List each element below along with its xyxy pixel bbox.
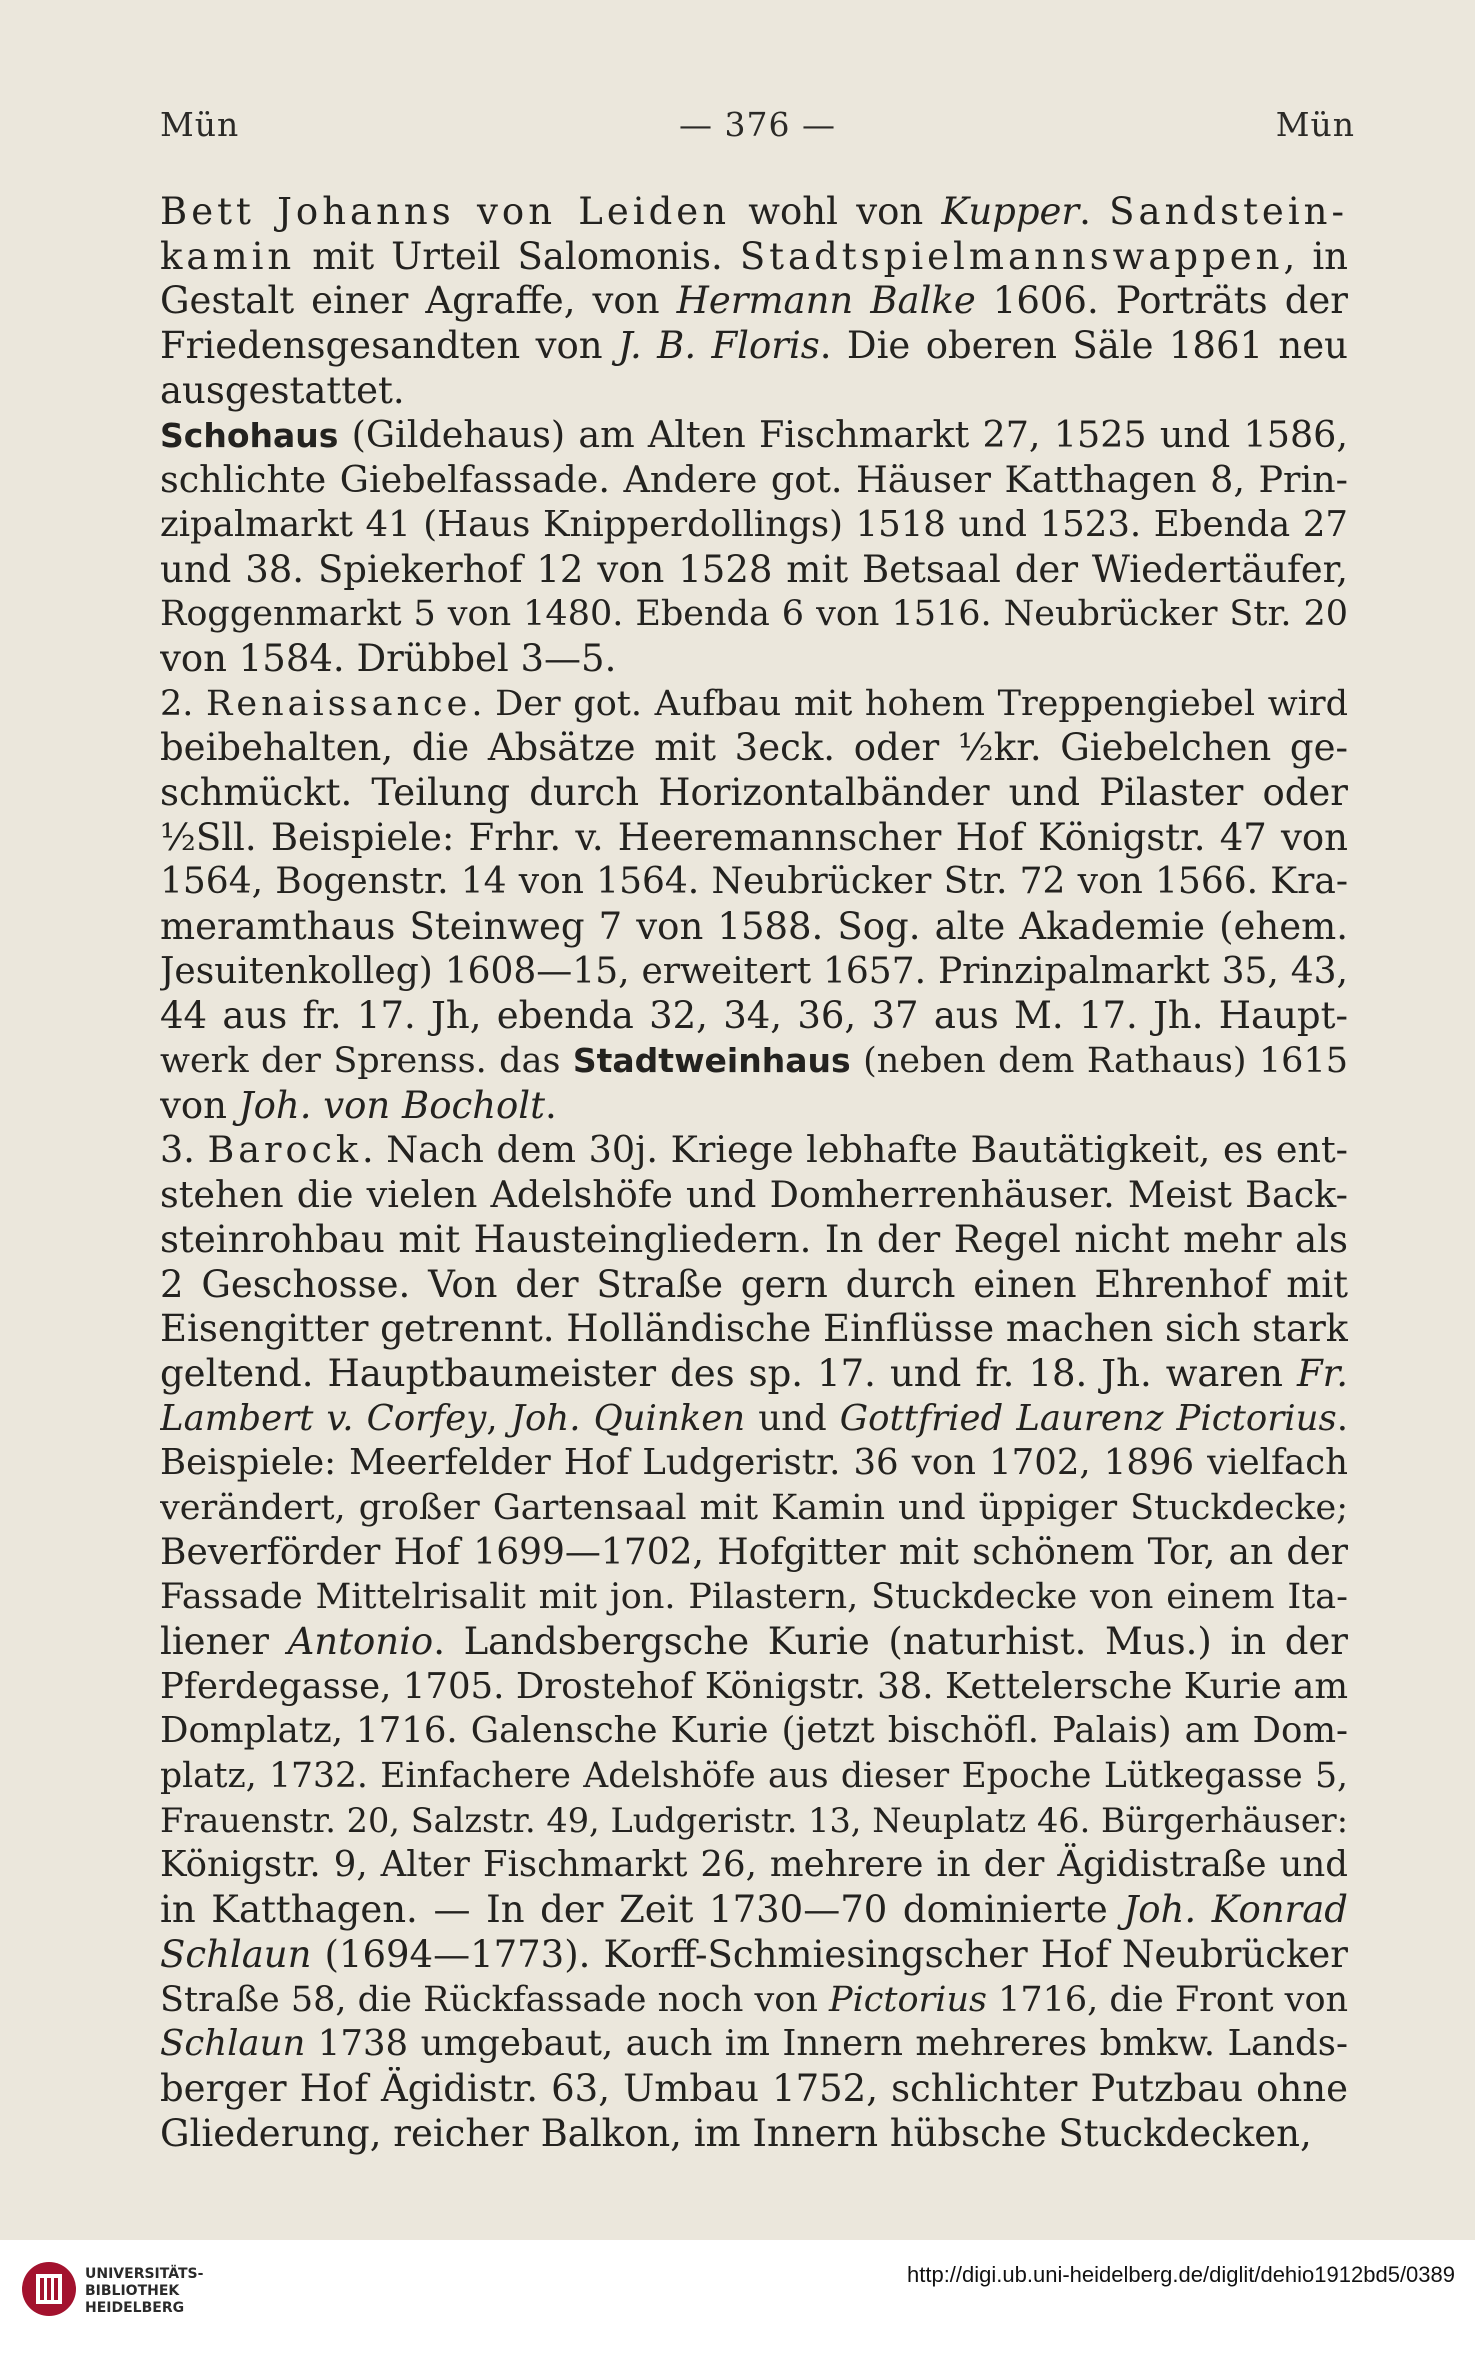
text-line [160,1799,1348,1844]
text-line [160,592,1348,637]
text-span: Lambert v. Corfey [160,1397,487,1439]
footer-bar [0,2240,1475,2353]
text-line [160,1888,1348,1933]
text-line [160,726,1348,771]
text-span: 44 aus fr. 17. Jh, ebenda 32, 34, 36, 37 aus M. 17. Jh. Haupt- [160,994,1348,1038]
text-span: von [160,1083,239,1127]
text-span: Gliederung, reicher Balkon, im Innern hübsche Stuckdecken, [160,2111,1312,2155]
text-line [160,1665,1348,1710]
text-span: Beispiele: Meerfelder Hof Ludgeristr. 36 von 1702, 1896 vielfach [160,1442,1348,1484]
text-span: ausgestattet. [160,368,405,412]
university-library-logo-icon [20,2260,78,2318]
text-span: kamin [160,234,296,278]
text-span: Schlaun [160,2023,306,2065]
text-line [160,771,1348,816]
text-span: Jesuitenkolleg) 1608—15, erweitert 1657. Prinzipalmarkt 35, 43, [160,950,1348,992]
text-span: Königstr. 9, Alter Fischmarkt 26, mehrere in der Ägidistraße und [160,1844,1348,1886]
text-span: wohl von [730,190,942,233]
text-span: Schohaus [160,416,339,456]
text-line [160,1531,1348,1576]
text-span: Joh. Quinken [510,1397,746,1439]
text-span: stehen die vielen Adelshöfe und Domherrenhäuser. Meist Back- [160,1173,1348,1217]
text-span: (Gildehaus) am Alten Fischmarkt 27, 1525 und 1586, [338,413,1348,457]
text-span: von 1584. Drübbel 3—5. [160,636,617,680]
text-span: Renaissance [206,683,472,724]
text-span: zipalmarkt 41 (Haus Knipperdollings) 1518 und 1523. Ebenda 27 [160,503,1348,545]
text-span: ½Sll. Beispiele: Frhr. v. Heeremannscher Hof Königstr. 47 von [160,815,1348,859]
text-span: in Katthagen. — In der Zeit 1730—70 dominierte [160,1888,1124,1932]
text-line [160,1128,1348,1173]
text-line [160,1397,1348,1442]
text-line [160,324,1348,369]
text-span: 1564, Bogenstr. 14 von 1564. Neubrücker Str. 72 von 1566. Kra- [160,861,1348,903]
text-span: beibehalten, die Absätze mit 3eck. oder ½kr. Giebelchen ge- [160,726,1348,770]
text-span: liener [160,1620,288,1663]
text-span: Bett Johanns von Leiden [160,190,731,233]
text-line [160,190,1348,235]
text-line [160,413,1348,458]
library-name-line: UNIVERSITÄTS- [85,2266,204,2282]
text-span: werk der Sprenss. das [160,1041,573,1082]
text-span: steinrohbau mit Hausteingliedern. In der Regel nicht mehr als [160,1217,1348,1261]
text-line [160,1486,1348,1531]
text-line [160,458,1348,503]
text-span: Stadtweinhaus [572,1041,851,1081]
text-span: Gottfried Laurenz Pictorius [839,1397,1337,1439]
text-span: Schlaun [160,1932,312,1976]
text-line [160,1352,1348,1397]
text-span: Pictorius [829,1979,987,2020]
text-span: , in [1283,234,1348,278]
text-line [160,548,1348,593]
text-span: und [745,1397,840,1439]
text-line [160,994,1348,1039]
text-span: Stadtspielmannswappen [739,234,1284,278]
text-span: schlichte Giebelfassade. Andere got. Häuser Katthagen 8, Prin- [160,458,1348,502]
text-span: Sandstein- [1109,190,1348,233]
text-span: verändert, großer Gartensaal mit Kamin und üppiger Stuckdecke; [160,1487,1348,1528]
text-line [160,682,1348,727]
text-line [160,279,1348,324]
text-span: Fassade Mittelrisalit mit jon. Pilastern, Stuckdecke von einem Ita- [160,1577,1348,1618]
text-line [160,905,1348,950]
text-span: meramthaus Steinweg 7 von 1588. Sog. alte Akademie (ehem. [160,905,1348,948]
text-span: Antonio [287,1620,434,1663]
library-name-line: HEIDELBERG [85,2300,185,2316]
library-name [85,2266,203,2317]
text-span: J. B. Floris [618,324,820,368]
text-line [160,1218,1348,1263]
running-header [160,105,1355,155]
text-span: . Die oberen Säle 1861 neu [819,324,1348,368]
text-span: 1606. Porträts der [975,279,1348,323]
text-line [160,1620,1348,1665]
text-line [160,503,1348,548]
text-line [160,1039,1348,1084]
text-line [160,2067,1348,2112]
text-span: Gestalt einer Agraffe, von [160,279,677,323]
text-line [160,950,1348,995]
body-text [160,190,1348,2156]
text-span: Barock [207,1128,363,1172]
text-span: . Landsbergsche Kurie (naturhist. Mus.) in der [433,1620,1348,1663]
text-span: Roggenmarkt 5 von 1480. Ebenda 6 von 1516. Neubrücker Str. 20 [160,594,1348,635]
text-span: Fr. [1296,1351,1348,1395]
source-url-link[interactable]: http://digi.ub.uni-heidelberg.de/diglit/dehio1912bd5/0389 [907,2262,1455,2287]
text-span: . [1336,1397,1348,1439]
library-name-line: BIBLIOTHEK [85,2283,180,2299]
text-span: Eisengitter getrennt. Holländische Einflüsse machen sich stark [160,1307,1348,1351]
text-line [160,1709,1348,1754]
text-span: . [545,1083,557,1127]
text-span: 2 Geschosse. Von der Straße gern durch einen Ehrenhof mit [160,1262,1348,1306]
text-span: 1738 umgebaut, auch im Innern mehreres bmkw. Lands- [305,2023,1348,2065]
text-span: 2. [160,683,207,724]
header-left: Mün [160,105,240,144]
text-span: Beverförder Hof 1699—1702, Hofgitter mit schönem Tor, an der [160,1531,1348,1573]
text-line [160,637,1348,682]
text-line [160,2112,1348,2157]
text-span: (neben dem Rathaus) 1615 [850,1041,1348,1082]
text-line [160,860,1348,905]
text-line [160,1933,1348,1978]
text-span: 3. [160,1128,208,1172]
text-span: (1694—1773). Korff-Schmiesingscher Hof Neubrücker [311,1932,1348,1976]
text-line [160,1441,1348,1486]
text-line [160,1263,1348,1308]
text-span: . [1079,190,1110,233]
text-span: Pferdegasse, 1705. Drostehof Königstr. 38. Kettelersche Kurie am [160,1665,1348,1707]
text-line [160,235,1348,280]
text-span: 1716, die Front von [986,1979,1348,2020]
text-span: geltend. Hauptbaumeister des sp. 17. und fr. 18. Jh. waren [160,1351,1297,1395]
page-number: — 376 — [679,105,836,144]
text-span: mit Urteil Salomonis. [295,234,740,278]
text-span: Kupper [941,190,1080,233]
text-span: platz, 1732. Einfachere Adelshöfe aus dieser Epoche Lütkegasse 5, [160,1756,1348,1797]
text-line [160,1084,1348,1129]
text-span: Joh. von Bocholt [238,1083,546,1127]
text-span: Friedensgesandten von [160,324,619,368]
text-span: Joh. Konrad [1123,1888,1348,1932]
header-right: Mün [1275,105,1355,144]
text-span: , [486,1397,511,1439]
text-span: Frauenstr. 20, Salzstr. 49, Ludgeristr. 13, Neuplatz 46. Bürgerhäuser: [160,1800,1348,1840]
text-span: schmückt. Teilung durch Horizontalbänder und Pilaster oder [160,770,1348,814]
text-span: und 38. Spiekerhof 12 von 1528 mit Betsaal der Wiedertäufer, [160,547,1348,591]
text-span: . Der got. Aufbau mit hohem Treppengiebel wird [471,683,1348,724]
text-line [160,2022,1348,2067]
text-span: berger Hof Ägidistr. 63, Umbau 1752, schlichter Putzbau ohne [160,2066,1348,2110]
text-line [160,1978,1348,2023]
text-span: Domplatz, 1716. Galensche Kurie (jetzt bischöfl. Palais) am Dom- [160,1710,1348,1752]
text-span: . Nach dem 30j. Kriege lebhafte Bautätigkeit, es ent- [362,1128,1348,1172]
text-span: Straße 58, die Rückfassade noch von [160,1979,830,2020]
text-line [160,1307,1348,1352]
text-line [160,1843,1348,1888]
text-line [160,816,1348,861]
text-line [160,1754,1348,1799]
text-line [160,1575,1348,1620]
text-line [160,369,1348,414]
text-span: Hermann Balke [676,279,976,323]
text-line [160,1173,1348,1218]
